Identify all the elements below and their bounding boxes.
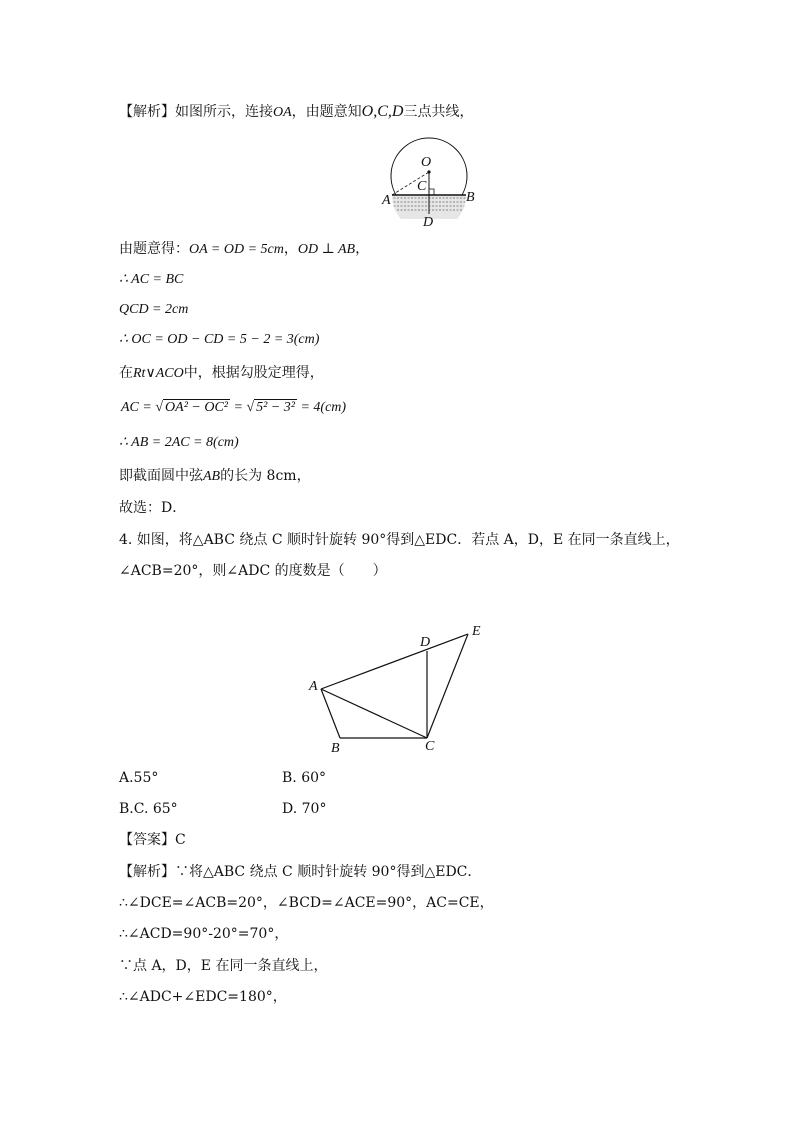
step-text: 在 [119, 365, 133, 381]
label-o: O [421, 155, 432, 170]
analysis-line-1 [119, 102, 473, 123]
answer: 【答案】C [119, 832, 186, 848]
question-4-line-2: ∠ACB=20°，则∠ADC 的度数是（ ） [119, 563, 387, 579]
radicand: 5² − 3² [256, 400, 295, 415]
step-5 [119, 363, 324, 384]
radicand: OA² − OC² [165, 400, 228, 415]
step-3: QCD = 2cm [119, 302, 189, 317]
solution-line-1: 【解析】∵将△ABC 绕点 C 顺时针旋转 90°得到△EDC． [119, 864, 482, 880]
analysis-text: ，由题意知 [291, 104, 362, 120]
solution-line-4: ∵点 A，D，E 在同一条直线上， [119, 958, 328, 974]
option-d: D. 70° [282, 801, 327, 817]
step-7: ∴ AB = 2AC = 8(cm) [119, 435, 239, 450]
analysis-tag: 【解析】 [119, 104, 175, 120]
triangle-name: Rt∨ACO [133, 366, 184, 381]
label-b: B [331, 741, 340, 756]
question-4-line-1: 4. 如图，将△ABC 绕点 C 顺时针旋转 90°得到△EDC．若点 A，D，E 在同一条直线上， [119, 532, 680, 548]
step-6: AC = √ OA² − OC² = √ 5² − 3² = 4(cm) [121, 400, 347, 415]
step-9: 故选：D． [119, 500, 187, 516]
step-text: 由题意得： [119, 241, 189, 257]
equation: OA = OD = 5cm [189, 242, 284, 257]
points-ocd: O,C,D [361, 103, 404, 120]
label-c: C [425, 739, 435, 754]
right-angle-mark [429, 189, 434, 195]
segment-oa: OA [273, 105, 292, 120]
label-d: D [420, 635, 431, 650]
step-8 [119, 466, 311, 487]
step-2: ∴ AC = BC [119, 272, 184, 287]
label-e: E [472, 624, 481, 639]
equation: = [229, 400, 247, 415]
step-4: ∴ OC = OD − CD = 5 − 2 = 3(cm) [119, 332, 320, 347]
option-a: A.55° [119, 770, 159, 786]
segment-ae [321, 634, 468, 689]
circle-figure [380, 128, 480, 230]
step-text: 的长为 8cm， [220, 468, 311, 484]
analysis-text: 三点共线， [403, 104, 474, 120]
label-b: B [466, 190, 475, 205]
step-text: 即截面圆中弦 [119, 468, 203, 484]
triangle-figure [305, 615, 495, 760]
segment-ec [427, 634, 468, 738]
label-d: D [423, 215, 434, 230]
center-point [427, 170, 430, 173]
step-text: ， [355, 241, 370, 257]
solution-line-3: ∴∠ACD=90°-20°=70°， [119, 926, 289, 942]
option-c: B.C. 65° [119, 801, 178, 817]
segment-ab: AB [203, 469, 221, 484]
equation: OD ⊥ AB [297, 242, 356, 257]
step-text: ， [283, 241, 298, 257]
analysis-text: 如图所示，连接 [175, 104, 273, 120]
solution-line-5: ∴∠ADC+∠EDC=180°， [119, 989, 287, 1005]
step-text: 中，根据勾股定理得， [183, 365, 324, 381]
equation: = 4(cm) [296, 400, 347, 415]
option-b: B. 60° [282, 770, 327, 786]
equation: AC = [121, 400, 156, 415]
solution-line-2: ∴∠DCE=∠ACB=20°，∠BCD=∠ACE=90°，AC=CE， [119, 895, 494, 911]
label-a: A [309, 679, 318, 694]
label-c: C [417, 179, 427, 194]
label-a: A [382, 193, 391, 208]
step-1 [119, 239, 369, 260]
